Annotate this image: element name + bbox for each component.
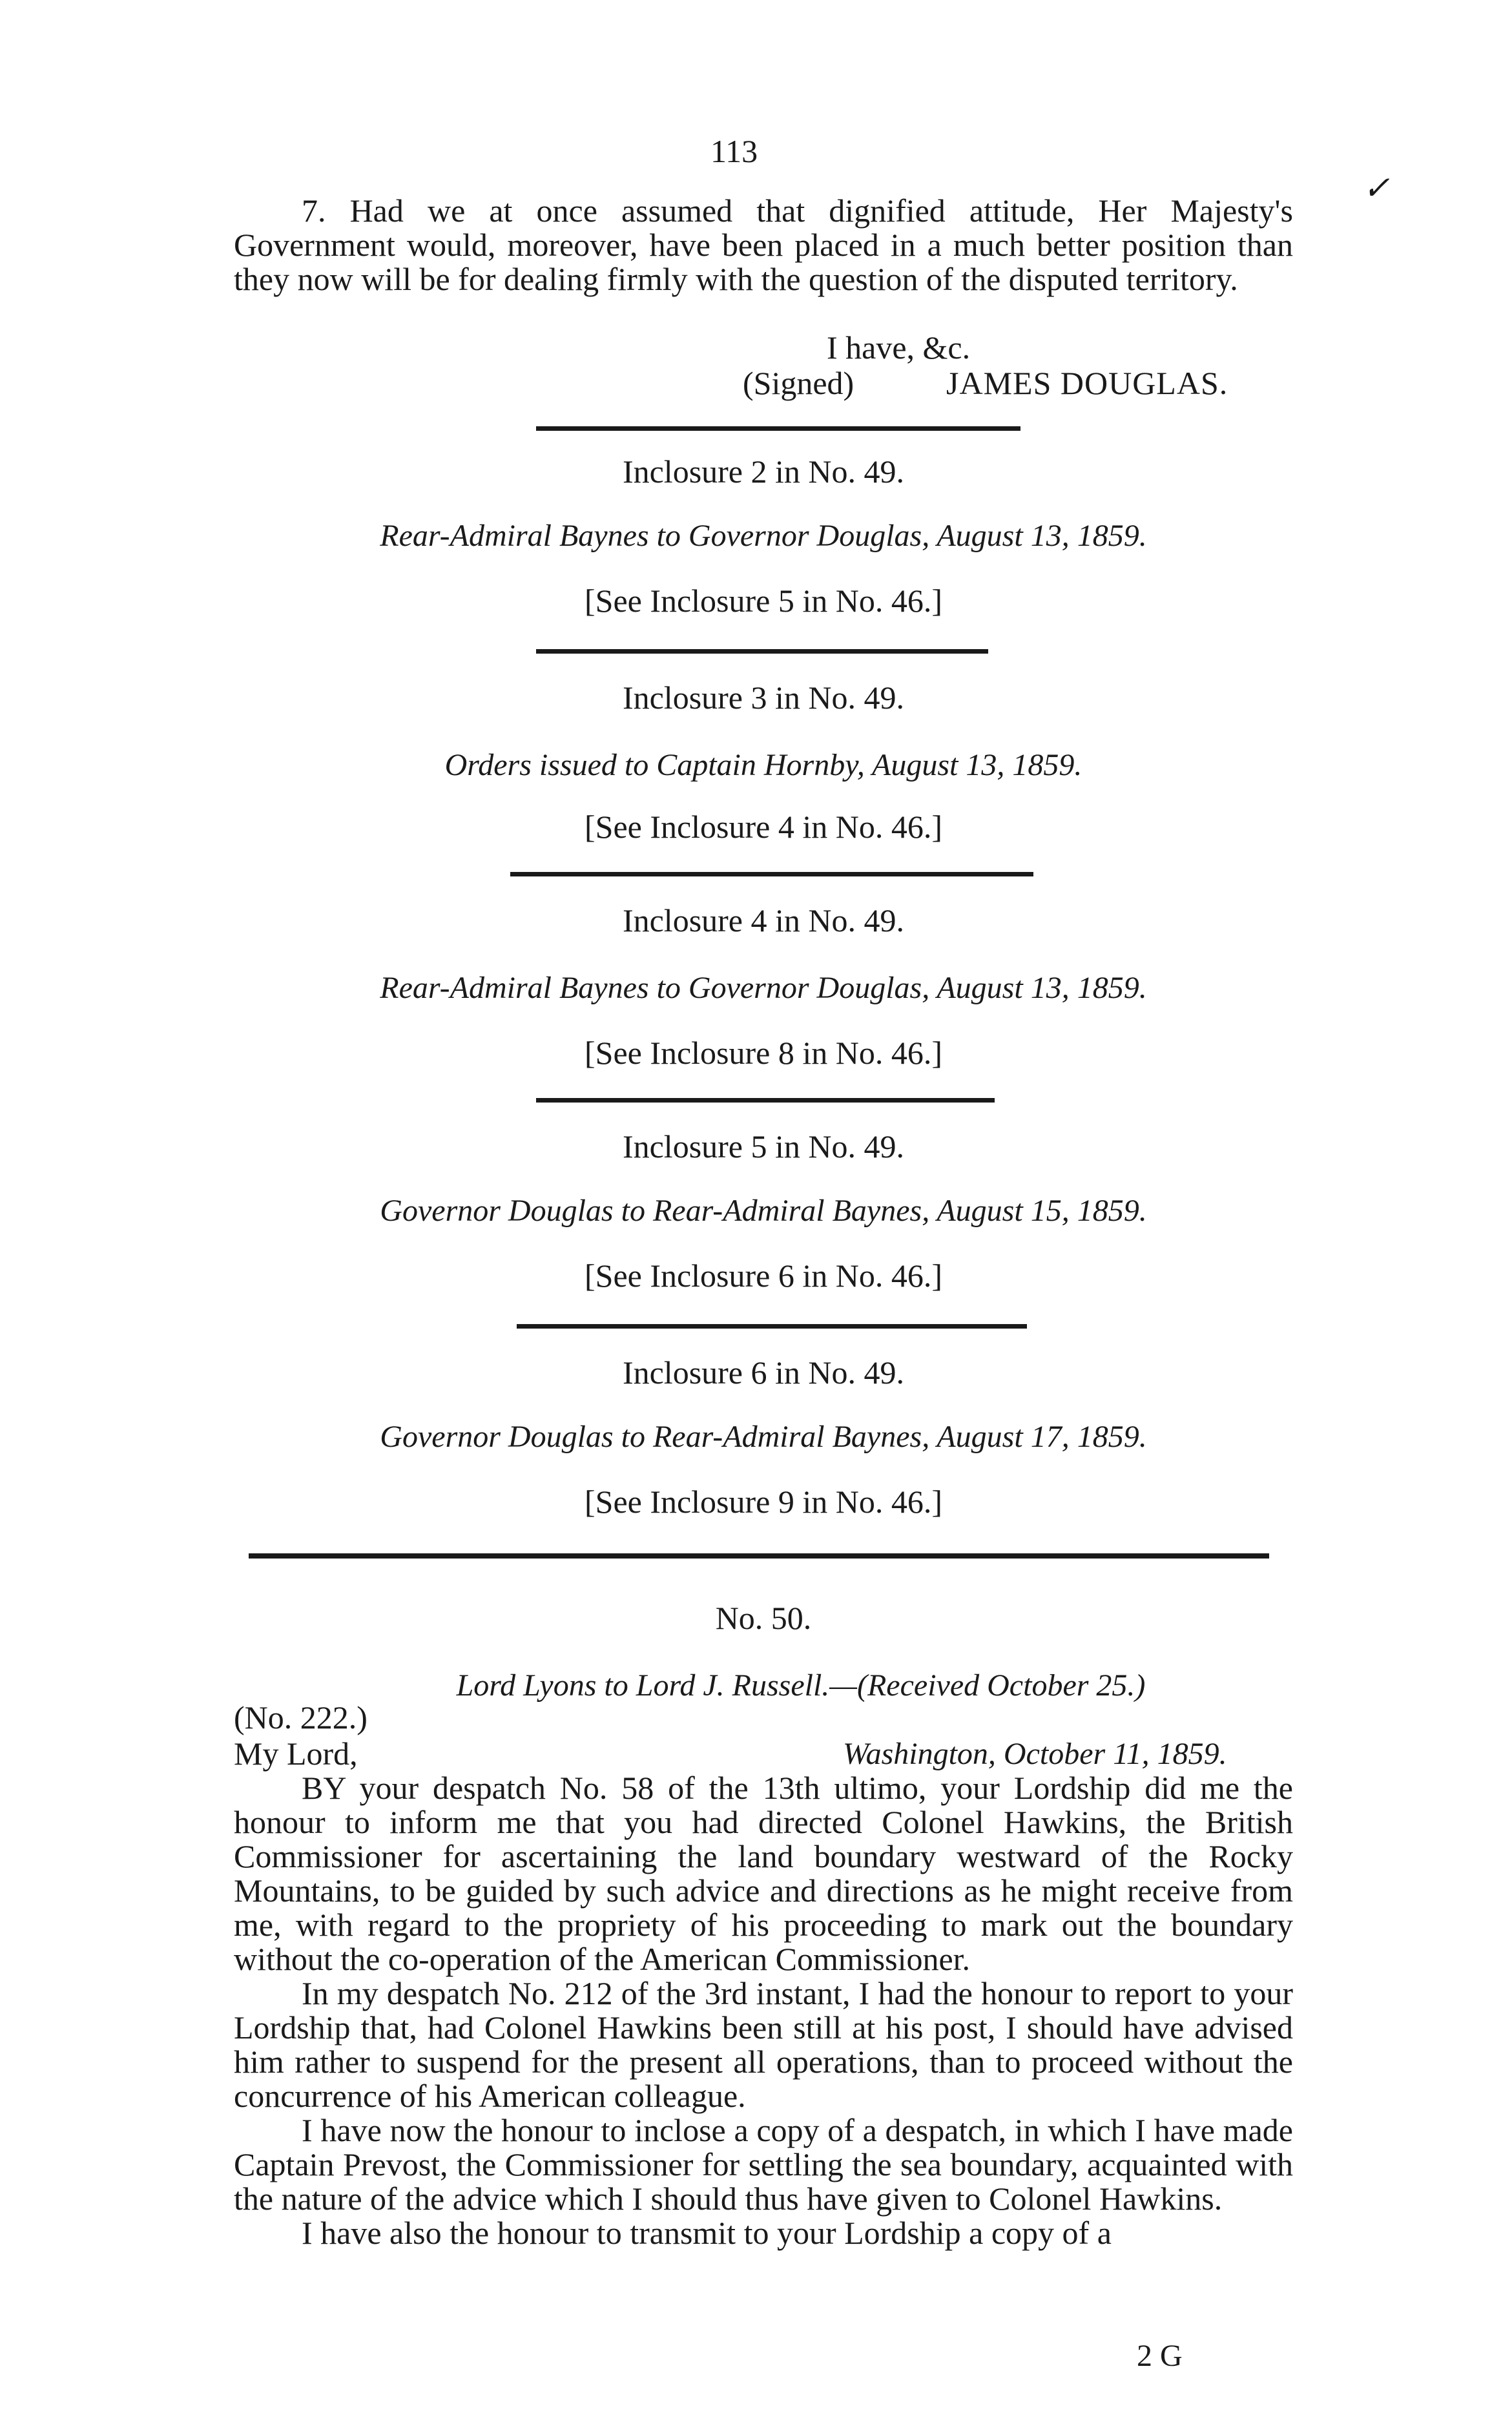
major-section-rule bbox=[249, 1553, 1269, 1559]
section-rule bbox=[536, 426, 1020, 431]
printer-signature-mark: 2 G bbox=[1137, 2339, 1183, 2373]
inclosure-description: Orders issued to Captain Hornby, August 13, 1859. bbox=[444, 748, 1082, 782]
inclosure-heading: Inclosure 3 in No. 49. bbox=[622, 679, 905, 716]
closing-line: I have, &c. bbox=[827, 329, 971, 366]
inclosure-heading: Inclosure 6 in No. 49. bbox=[622, 1354, 905, 1391]
letter-paragraph: BY your despatch No. 58 of the 13th ultimo, your Lordship did me the honour to inform me that you had directed Colonel Hawkins, the British Commissioner for ascertaining the land boundary westward of the Rocky Mountains, to be guided by such advice and directions as he might receive from me, with regard to the propriety of his proceeding to mark out the boundary without the co-operation of the American Commissioner. bbox=[234, 1770, 1293, 1977]
top-paragraph bbox=[234, 194, 1293, 296]
letter-body bbox=[234, 1771, 1293, 2250]
document-number-heading: No. 50. bbox=[715, 1600, 812, 1636]
inclosure-description: Governor Douglas to Rear-Admiral Baynes, August 15, 1859. bbox=[380, 1194, 1147, 1228]
section-rule bbox=[536, 649, 988, 654]
inclosure-description: Rear-Admiral Baynes to Governor Douglas, August 13, 1859. bbox=[380, 519, 1147, 553]
letter-paragraph: In my despatch No. 212 of the 3rd instant, I had the honour to report to your Lordship that, had Colonel Hawkins been still at his post, I should have advised him rather to suspend for the present all operations, than to proceed without the concurrence of his American colleague. bbox=[234, 1975, 1293, 2114]
document-ref-number: (No. 222.) bbox=[234, 1699, 368, 1735]
inclosure-description: Governor Douglas to Rear-Admiral Baynes, August 17, 1859. bbox=[380, 1420, 1147, 1454]
paragraph-7: 7. Had we at once assumed that dignified attitude, Her Majesty's Government would, moreover, have been placed in a much better position than they now will be for dealing firmly with the question of the disputed territory. bbox=[234, 192, 1293, 297]
page-number: 113 bbox=[710, 133, 758, 169]
signed-label: (Signed) bbox=[743, 365, 854, 401]
section-rule bbox=[517, 1324, 1027, 1329]
letter-paragraph: I have also the honour to transmit to your Lordship a copy of a bbox=[302, 2215, 1112, 2251]
inclosure-description: Rear-Admiral Baynes to Governor Douglas, August 13, 1859. bbox=[380, 971, 1147, 1005]
inclosure-reference: [See Inclosure 4 in No. 46.] bbox=[584, 809, 943, 845]
inclosure-heading: Inclosure 4 in No. 49. bbox=[622, 902, 905, 938]
letter-paragraph: I have now the honour to inclose a copy of a despatch, in which I have made Captain Prevost, the Commissioner for settling the sea boundary, acquainted with the nature of the advice which I should thus have given to Colonel Hawkins. bbox=[234, 2112, 1293, 2217]
salutation: My Lord, bbox=[234, 1735, 358, 1772]
inclosure-heading: Inclosure 2 in No. 49. bbox=[622, 453, 905, 490]
inclosure-reference: [See Inclosure 6 in No. 46.] bbox=[584, 1258, 943, 1294]
inclosure-heading: Inclosure 5 in No. 49. bbox=[622, 1128, 905, 1165]
inclosure-reference: [See Inclosure 8 in No. 46.] bbox=[584, 1035, 943, 1071]
section-rule bbox=[510, 872, 1033, 876]
inclosure-reference: [See Inclosure 5 in No. 46.] bbox=[584, 583, 943, 619]
dateline: Washington, October 11, 1859. bbox=[843, 1737, 1227, 1771]
section-rule bbox=[536, 1098, 995, 1103]
margin-check-mark: ✓ bbox=[1363, 170, 1390, 206]
inclosure-reference: [See Inclosure 9 in No. 46.] bbox=[584, 1484, 943, 1520]
document-title: Lord Lyons to Lord J. Russell.—(Received October 25.) bbox=[456, 1668, 1146, 1703]
signed-name: JAMES DOUGLAS. bbox=[946, 365, 1228, 401]
